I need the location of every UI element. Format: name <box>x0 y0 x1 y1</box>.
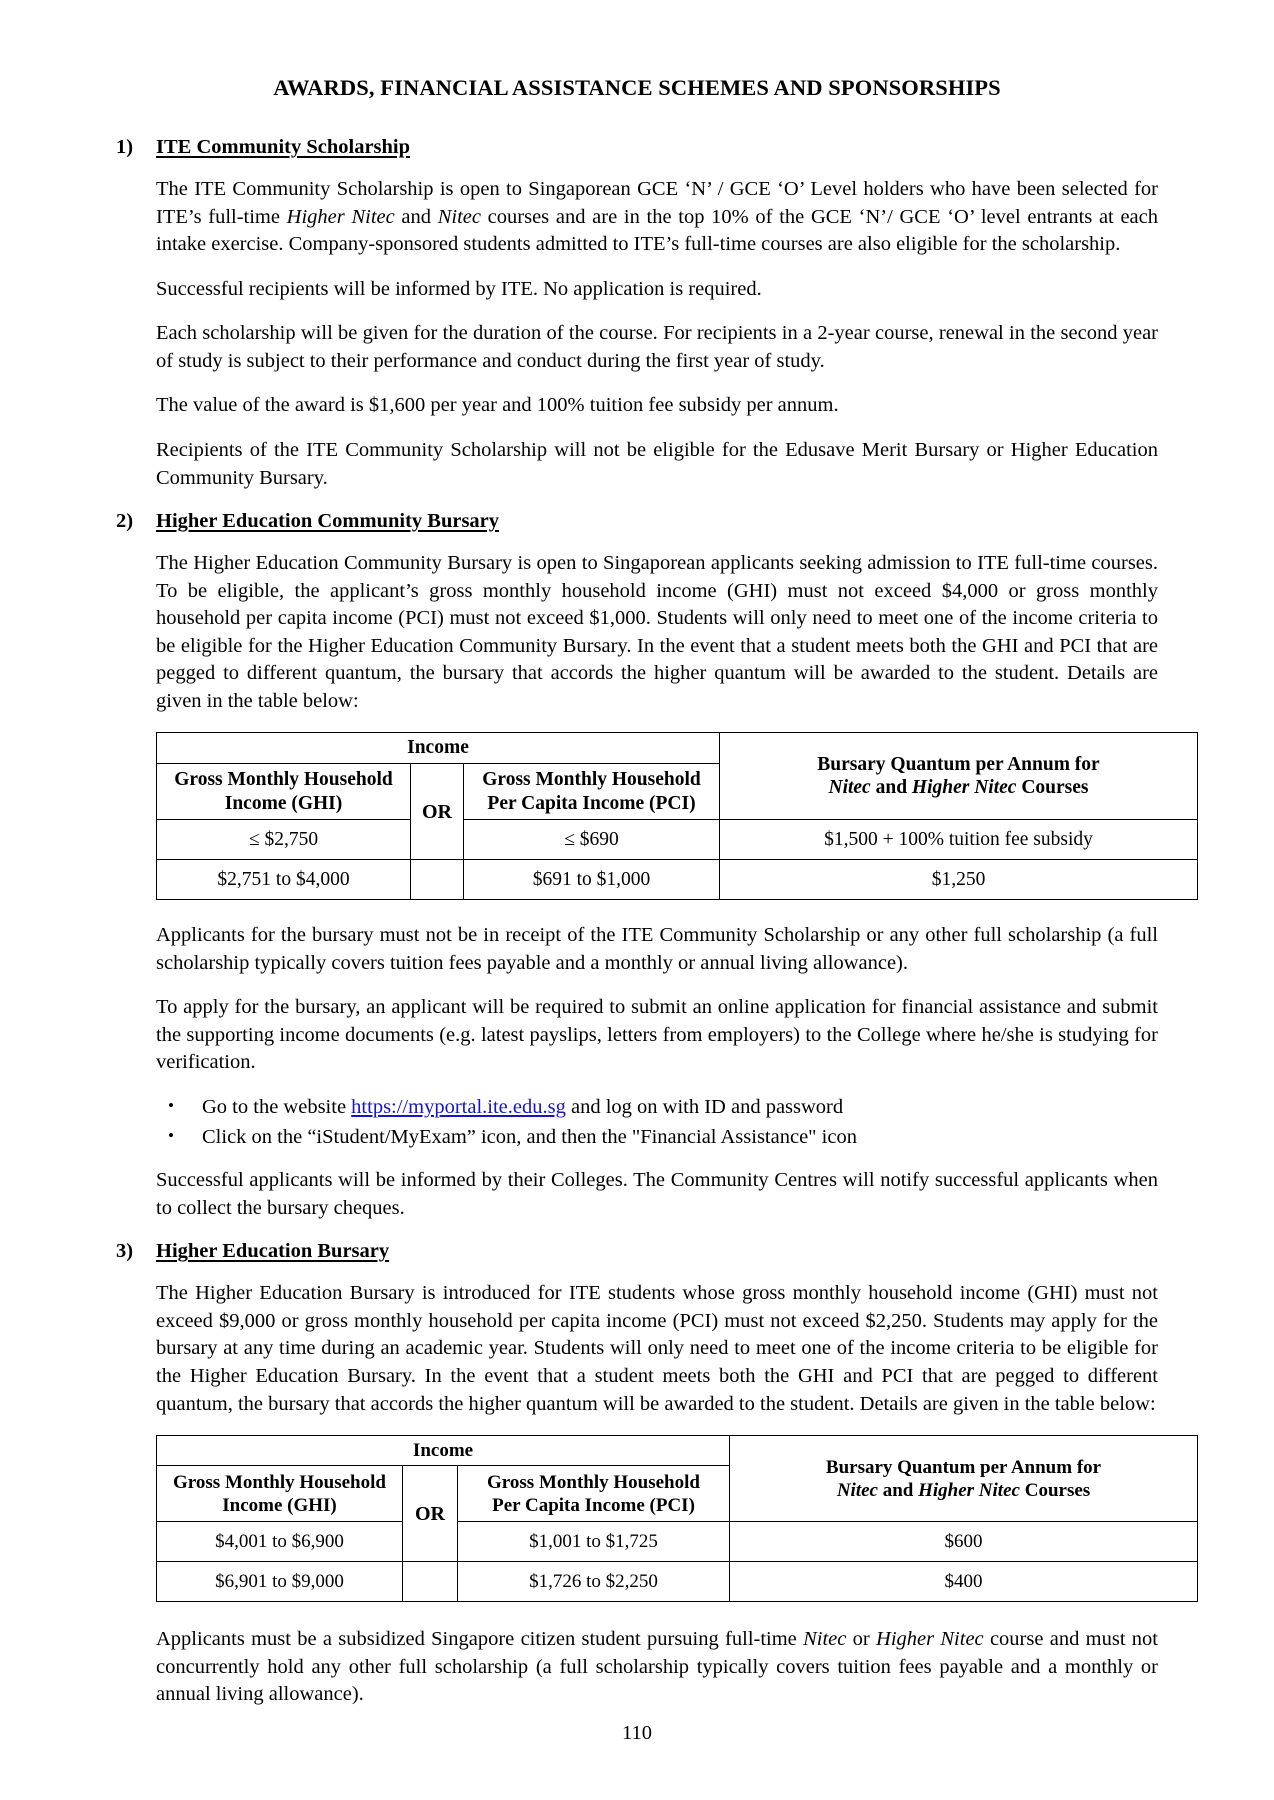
page-number: 110 <box>622 1722 652 1744</box>
section-2-after-table-paragraph-2: To apply for the bursary, an applicant will be required to submit an online application for financial assistance and submit the supporting income documents (e.g. latest payslips, letters from employers) to the College where he/she is studying for verification. <box>156 996 1158 1074</box>
section-3-intro-paragraph: The Higher Education Bursary is introduced for ITE students whose gross monthly household income (GHI) must not exceed $9,000 or gross monthly household per capita income (PCI) must not exceed $2,250. Students may apply for the bursary at any time during an academic year. Students will only need to meet one of the income criteria to be eligible for the Higher Education Bursary. In the event that a student meets both the GHI and PCI that are pegged to different quantum, the bursary that accords the higher quantum will be awarded to the student. Details are given in the table below: <box>156 1282 1158 1415</box>
para-italic-higher-nitec: Higher Nitec <box>876 1628 984 1651</box>
bursary-table-community <box>156 732 1198 900</box>
bullet-text-after: and log on with ID and password <box>565 1096 844 1119</box>
cell-pci: $691 to $1,000 <box>464 860 720 900</box>
cell-ghi: ≤ $2,750 <box>157 820 411 860</box>
pci-header-line1: Gross Monthly Household <box>482 768 701 790</box>
para-text: course and must not concurrently hold any other full scholarship (a full scholarship typically covers tuition fees payable and a monthly or annual living allowance). <box>156 1628 1158 1706</box>
page-title: AWARDS, FINANCIAL ASSISTANCE SCHEMES AND SPONSORSHIPS <box>273 75 1001 100</box>
para-italic-nitec: Nitec <box>437 205 481 228</box>
table-row <box>157 860 1198 900</box>
ghi-header-line1: Gross Monthly Household <box>173 1471 386 1493</box>
bullet-icon: • <box>168 1096 174 1116</box>
section-1-body <box>156 176 1158 492</box>
quantum-header-and: and <box>877 1479 919 1501</box>
quantum-header-nitec: Nitec <box>836 1479 878 1501</box>
para-text: or <box>846 1628 877 1651</box>
para-text: Applicants must be a subsidized Singapore citizen student pursuing full-time <box>156 1628 804 1651</box>
section-1-paragraph-1 <box>156 176 1158 259</box>
para-italic-nitec: Nitec <box>803 1628 847 1651</box>
section-3-body <box>156 1280 1158 1709</box>
bursary-table-higher-education <box>156 1435 1198 1602</box>
pci-header-line1: Gross Monthly Household <box>487 1471 700 1493</box>
ghi-header-line1: Gross Monthly Household <box>174 768 393 790</box>
ghi-header-line2: Income (GHI) <box>224 792 343 814</box>
para-text: and <box>394 205 438 228</box>
table-header-income: Income <box>157 1436 730 1466</box>
cell-ghi: $4,001 to $6,900 <box>157 1522 403 1562</box>
quantum-header-and: and <box>870 777 912 799</box>
bullet-icon: • <box>168 1125 174 1145</box>
table-header-quantum <box>730 1436 1198 1522</box>
table-header-pci <box>464 764 720 820</box>
section-ite-community-scholarship <box>116 135 1158 492</box>
table-header-row-group <box>157 733 1198 764</box>
pci-header-line2: Per Capita Income (PCI) <box>492 1494 695 1516</box>
table-header-row-group <box>157 1436 1198 1466</box>
bullet-text-before: Go to the website <box>202 1096 352 1119</box>
section-1-paragraph-4: The value of the award is $1,600 per year and 100% tuition fee subsidy per annum. <box>156 394 839 417</box>
cell-quantum: $400 <box>730 1562 1198 1602</box>
cell-pci: $1,001 to $1,725 <box>458 1522 730 1562</box>
table-or-separator: OR <box>411 764 464 860</box>
table-header-pci <box>458 1466 730 1522</box>
section-2-closing-paragraph: Successful applicants will be informed by their Colleges. The Community Centres will notify successful applicants when to collect the bursary cheques. <box>156 1169 1158 1219</box>
cell-ghi: $6,901 to $9,000 <box>157 1562 403 1602</box>
section-higher-education-bursary <box>116 1239 1158 1709</box>
pci-header-line2: Per Capita Income (PCI) <box>487 792 696 814</box>
table-header-ghi <box>157 1466 403 1522</box>
quantum-header-higher-nitec: Higher Nitec <box>918 1479 1020 1501</box>
section-1-heading-row <box>116 135 1158 160</box>
section-higher-education-community-bursary <box>116 509 1158 1222</box>
quantum-header-courses: Courses <box>1019 1479 1091 1501</box>
cell-or-empty <box>411 860 464 900</box>
list-item <box>156 1124 1158 1152</box>
cell-quantum: $600 <box>730 1522 1198 1562</box>
section-3-number: 3) <box>116 1240 134 1263</box>
section-2-intro-paragraph: The Higher Education Community Bursary is open to Singaporean applicants seeking admission to ITE full-time courses. To be eligible, the applicant’s gross monthly household income (GHI) must not exceed $4,000 or gross monthly household per capita income (PCI) must not exceed $1,000. Students will only need to meet one of the income criteria to be eligible for the Higher Education Community Bursary. In the event that a student meets both the GHI and PCI that are pegged to different quantum, the bursary that accords the higher quantum will be awarded to the student. Details are given in the table below: <box>156 552 1158 712</box>
application-steps-list <box>156 1094 1158 1151</box>
section-1-title: ITE Community Scholarship <box>156 136 411 158</box>
para-text: courses and are in the top 10% of the GCE ‘N’/ GCE ‘O’ level entrants at each intake exercise. Company-sponsored students admitted to ITE’s full-time courses are also eligible for the scholarship. <box>156 205 1158 256</box>
table-row <box>157 820 1198 860</box>
quantum-header-higher-nitec: Higher Nitec <box>911 777 1017 799</box>
section-1-paragraph-3: Each scholarship will be given for the duration of the course. For recipients in a 2-year course, renewal in the second year of study is subject to their performance and conduct during the first year of study. <box>156 322 1158 372</box>
table-row <box>157 1562 1198 1602</box>
section-1-paragraph-5: Recipients of the ITE Community Scholarship will not be eligible for the Edusave Merit Bursary or Higher Education Community Bursary. <box>156 438 1158 489</box>
table-header-ghi <box>157 764 411 820</box>
cell-quantum: $1,250 <box>720 860 1198 900</box>
section-1-number: 1) <box>116 136 134 158</box>
section-1-paragraph-2: Successful recipients will be informed by ITE. No application is required. <box>156 277 762 300</box>
ghi-header-line2: Income (GHI) <box>222 1494 337 1516</box>
table-row <box>157 1522 1198 1562</box>
cell-pci: ≤ $690 <box>464 820 720 860</box>
section-3-heading-row <box>116 1239 1158 1264</box>
cell-ghi: $2,751 to $4,000 <box>157 860 411 900</box>
section-2-title: Higher Education Community Bursary <box>156 510 500 533</box>
list-item <box>156 1094 1158 1122</box>
table-or-separator: OR <box>403 1466 458 1562</box>
section-2-body <box>156 550 1158 1222</box>
quantum-header-courses: Courses <box>1016 777 1089 799</box>
section-2-heading-row <box>116 509 1158 534</box>
para-text: The ITE Community Scholarship is open to Singaporean GCE ‘N’ / GCE ‘O’ Level holders who have been selected for ITE’s full-time <box>156 178 1158 228</box>
quantum-header-line1: Bursary Quantum per Annum for <box>817 753 1100 775</box>
section-2-number: 2) <box>116 510 134 533</box>
para-italic-higher-nitec: Higher Nitec <box>286 205 395 228</box>
table-header-quantum <box>720 733 1198 820</box>
quantum-header-nitec: Nitec <box>828 777 871 799</box>
bullet-text: Click on the “iStudent/MyExam” icon, and then the "Financial Assistance" icon <box>202 1125 857 1148</box>
myportal-link[interactable]: https://myportal.ite.edu.sg <box>351 1096 566 1119</box>
table-header-income: Income <box>157 733 720 764</box>
cell-quantum: $1,500 + 100% tuition fee subsidy <box>720 820 1198 860</box>
quantum-header-line1: Bursary Quantum per Annum for <box>825 1456 1102 1478</box>
section-3-title: Higher Education Bursary <box>156 1240 390 1263</box>
section-3-closing-paragraph <box>156 1626 1158 1709</box>
cell-pci: $1,726 to $2,250 <box>458 1562 730 1602</box>
section-2-after-table-paragraph-1: Applicants for the bursary must not be in receipt of the ITE Community Scholarship or any other full scholarship (a full scholarship typically covers tuition fees payable and a monthly or annual living allowance). <box>156 924 1158 974</box>
cell-or-empty <box>403 1562 458 1602</box>
